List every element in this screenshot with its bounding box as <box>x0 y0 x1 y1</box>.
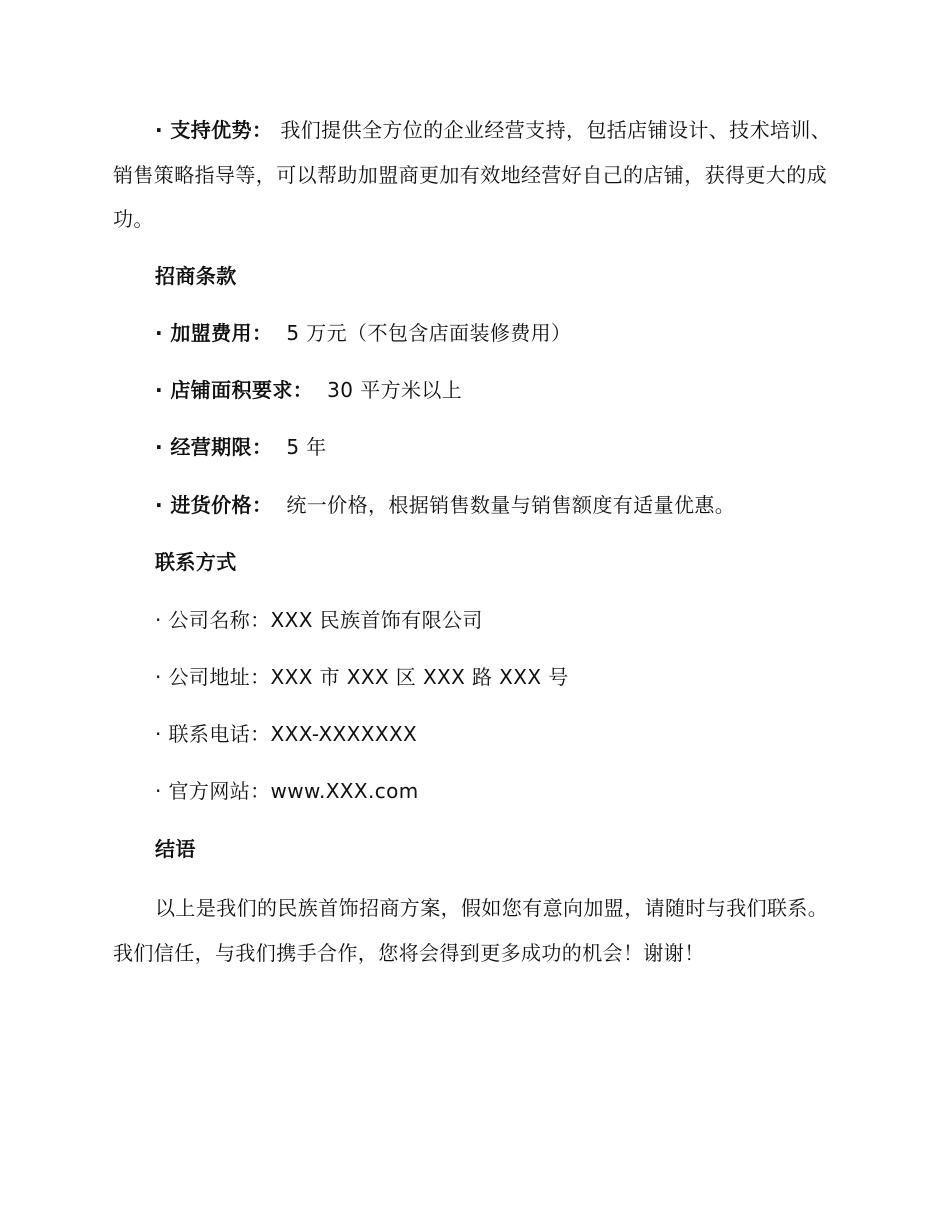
terms-item-value: 5 年 <box>286 435 327 459</box>
terms-item-period <box>155 433 327 461</box>
contact-item-website: · 官方网站：www.XXX.com <box>155 779 419 803</box>
support-paragraph <box>113 108 833 242</box>
terms-item-label: · 经营期限： <box>155 435 273 459</box>
contact-heading: 联系方式 <box>155 550 237 574</box>
terms-item-area <box>155 376 462 404</box>
terms-item-value: 统一价格，根据销售数量与销售额度有适量优惠。 <box>286 493 736 517</box>
support-text: 我们提供全方位的企业经营支持，包括店铺设计、技术培训、销售策略指导等，可以帮助加盟商更加有效地经营好自己的店铺，获得更大的成功。 <box>113 118 832 231</box>
conclusion-paragraph: 以上是我们的民族首饰招商方案，假如您有意向加盟，请随时与我们联系。我们信任，与我们携手合作，您将会得到更多成功的机会！谢谢！ <box>113 896 829 965</box>
contact-item-company: · 公司名称：XXX 民族首饰有限公司 <box>155 608 483 632</box>
terms-item-price <box>155 491 735 519</box>
support-label: · 支持优势： <box>155 118 273 142</box>
terms-item-label: · 进货价格： <box>155 493 273 517</box>
terms-item-value: 5 万元（不包含店面装修费用） <box>286 321 572 345</box>
terms-item-value: 30 平方米以上 <box>327 378 463 402</box>
terms-item-label: · 店铺面积要求： <box>155 378 314 402</box>
contact-item-phone: · 联系电话：XXX-XXXXXXX <box>155 722 418 746</box>
contact-item-address: · 公司地址：XXX 市 XXX 区 XXX 路 XXX 号 <box>155 665 569 689</box>
terms-heading: 招商条款 <box>155 264 237 288</box>
terms-item-label: · 加盟费用： <box>155 321 273 345</box>
conclusion-heading: 结语 <box>155 837 196 861</box>
terms-item-fee <box>155 319 571 347</box>
